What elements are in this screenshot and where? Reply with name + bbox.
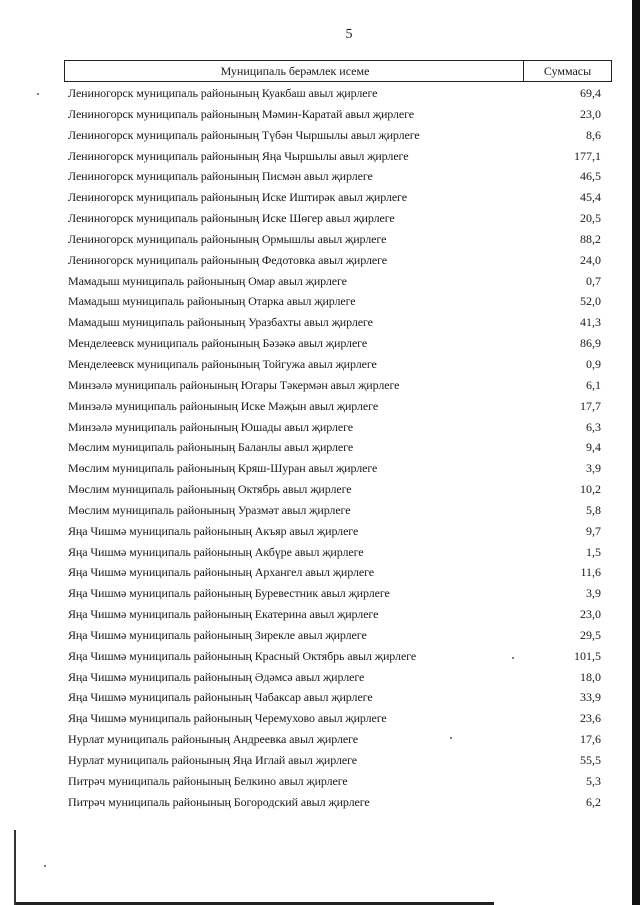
- row-name: Яңа Чишмә муниципаль районының Әдәмсә авыл җирлеге: [68, 669, 365, 684]
- row-name: Яңа Чишмә муниципаль районының Акъяр авыл җирлеге: [68, 523, 359, 538]
- row-sum: 177,1: [574, 148, 601, 163]
- page-number: 5: [345, 27, 353, 42]
- row-sum: 45,4: [580, 190, 601, 205]
- scan-speck: [37, 93, 39, 95]
- table-row: [63, 187, 601, 208]
- table-row: [63, 333, 601, 354]
- column-header-name: Муниципаль берәмлек исеме: [220, 64, 370, 78]
- table-row: [63, 750, 601, 771]
- table-row: [63, 542, 601, 563]
- row-name: Минзәлә муниципаль районының Иске Мәҗын авыл җирлеге: [68, 398, 379, 413]
- table-row: [63, 208, 601, 229]
- row-name: Яңа Чишмә муниципаль районының Екатерина авыл җирлеге: [68, 607, 379, 622]
- row-name: Лениногорск муниципаль районының Мәмин-Каратай авыл җирлеге: [68, 106, 415, 121]
- table-row: [63, 562, 601, 583]
- scan-speck: [44, 865, 46, 867]
- row-name: Питрәч муниципаль районының Богородский авыл җирлеге: [68, 794, 370, 809]
- row-sum: 101,5: [574, 648, 601, 663]
- table-body: [63, 83, 601, 813]
- table-row: [63, 708, 601, 729]
- row-name: Яңа Чишмә муниципаль районының Черемухово авыл җирлеге: [68, 711, 387, 726]
- table-row: [63, 625, 601, 646]
- row-name: Мамадыш муниципаль районының Омар авыл җирлеге: [68, 273, 347, 288]
- row-name: Лениногорск муниципаль районының Куакбаш авыл җирлеге: [68, 86, 378, 100]
- table-row: [63, 83, 601, 104]
- row-name: Мөслим муниципаль районының Кряш-Шуран авыл җирлеге: [68, 461, 378, 476]
- row-name: Мамадыш муниципаль районының Отарка авыл җирлеге: [68, 294, 356, 309]
- table-row: [63, 437, 601, 458]
- row-sum: 46,5: [580, 169, 601, 184]
- table-row: [63, 521, 601, 542]
- row-name: Лениногорск муниципаль районының Писмән авыл җирлеге: [68, 169, 373, 184]
- row-name: Яңа Чишмә муниципаль районының Чабаксар авыл җирлеге: [68, 690, 373, 705]
- row-sum: 6,3: [586, 419, 601, 434]
- scan-speck: [512, 657, 514, 659]
- row-sum: 17,6: [580, 732, 601, 747]
- scan-speck: [450, 737, 452, 739]
- row-sum: 11,6: [580, 565, 601, 580]
- table-row: [63, 229, 601, 250]
- row-sum: 29,5: [580, 627, 601, 642]
- row-sum: 9,4: [586, 440, 601, 455]
- row-name: Нурлат муниципаль районының Андреевка авыл җирлеге: [68, 732, 358, 747]
- row-sum: 52,0: [580, 294, 601, 309]
- row-name: Нурлат муниципаль районының Яңа Иглай авыл җирлеге: [68, 753, 357, 767]
- row-sum: 69,4: [580, 86, 601, 100]
- table-row: [63, 583, 601, 604]
- table-row: [63, 771, 601, 792]
- row-name: Яңа Чишмә муниципаль районының Акбүре авыл җирлеге: [68, 544, 364, 559]
- table-header: [64, 60, 612, 82]
- row-name: Минзәлә муниципаль районының Юшады авыл җирлеге: [68, 419, 353, 434]
- row-sum: 20,5: [580, 211, 601, 226]
- row-sum: 6,1: [586, 377, 601, 392]
- row-name: Яңа Чишмә муниципаль районының Красный Октябрь авыл җирлеге: [68, 648, 417, 663]
- row-name: Менделеевск муниципаль районының Тойгужа авыл җирлеге: [68, 356, 377, 371]
- row-name: Лениногорск муниципаль районының Федотовка авыл җирлеге: [68, 252, 387, 267]
- table-row: [63, 646, 601, 667]
- row-sum: 23,6: [580, 711, 601, 726]
- row-name: Менделеевск муниципаль районының Бәзәкә авыл җирлеге: [68, 336, 368, 351]
- row-sum: 1,5: [586, 544, 601, 559]
- row-name: Питрәч муниципаль районының Белкино авыл җирлеге: [68, 773, 348, 788]
- row-name: Лениногорск муниципаль районының Иске Шөгер авыл җирлеге: [68, 211, 395, 226]
- table-row: [63, 250, 601, 271]
- row-sum: 88,2: [580, 231, 601, 246]
- row-sum: 5,3: [586, 773, 601, 788]
- row-sum: 33,9: [580, 690, 601, 705]
- row-sum: 10,2: [580, 482, 601, 497]
- row-name: Лениногорск муниципаль районының Иске Иштирәк авыл җирлеге: [68, 190, 407, 205]
- row-sum: 17,7: [580, 398, 601, 413]
- row-name: Яңа Чишмә муниципаль районының Архангел авыл җирлеге: [68, 565, 375, 580]
- row-sum: 0,7: [586, 273, 601, 288]
- row-sum: 9,7: [586, 523, 601, 538]
- table-row: [63, 479, 601, 500]
- table-row: [63, 792, 601, 813]
- table-row: [63, 354, 601, 375]
- row-sum: 3,9: [586, 586, 601, 601]
- row-name: Мөслим муниципаль районының Октябрь авыл җирлеге: [68, 482, 352, 497]
- row-name: Лениногорск муниципаль районының Яңа Чыршылы авыл җирлеге: [68, 148, 409, 163]
- row-sum: 55,5: [580, 753, 601, 767]
- row-name: Мөслим муниципаль районының Баланлы авыл җирлеге: [68, 440, 354, 455]
- scan-edge-left: [14, 830, 16, 905]
- column-header-sum: Суммасы: [543, 64, 592, 78]
- row-sum: 0,9: [586, 356, 601, 371]
- row-name: Яңа Чишмә муниципаль районының Зирекле авыл җирлеге: [68, 627, 367, 642]
- table-row: [63, 687, 601, 708]
- table-row: [63, 604, 601, 625]
- table-row: [63, 104, 601, 125]
- row-sum: 6,2: [586, 794, 601, 809]
- row-sum: 18,0: [580, 669, 601, 684]
- row-name: Минзәлә муниципаль районының Югары Тәкермән авыл җирлеге: [68, 377, 400, 392]
- table-row: [63, 396, 601, 417]
- table-row: [63, 500, 601, 521]
- table-row: [63, 271, 601, 292]
- row-sum: 86,9: [580, 336, 601, 351]
- row-sum: 24,0: [580, 252, 601, 267]
- table-row: [63, 166, 601, 187]
- row-sum: 8,6: [586, 127, 601, 142]
- scan-edge-right: [632, 0, 640, 905]
- row-sum: 5,8: [586, 502, 601, 517]
- row-name: Мөслим муниципаль районының Уразмәт авыл җирлеге: [68, 502, 351, 517]
- table-row: [63, 417, 601, 438]
- table-row: [63, 729, 601, 750]
- table-row: [63, 125, 601, 146]
- row-name: Яңа Чишмә муниципаль районының Буревестник авыл җирлеге: [68, 586, 390, 601]
- table-row: [63, 146, 601, 167]
- row-sum: 23,0: [580, 607, 601, 622]
- table-row: [63, 375, 601, 396]
- row-name: Лениногорск муниципаль районының Түбән Чыршылы авыл җирлеге: [68, 127, 420, 142]
- table-row: [63, 458, 601, 479]
- table-row: [63, 291, 601, 312]
- table-row: [63, 312, 601, 333]
- row-name: Мамадыш муниципаль районының Уразбахты авыл җирлеге: [68, 315, 373, 330]
- row-sum: 41,3: [580, 315, 601, 330]
- row-sum: 23,0: [580, 106, 601, 121]
- table-row: [63, 667, 601, 688]
- row-sum: 3,9: [586, 461, 601, 476]
- row-name: Лениногорск муниципаль районының Ормышлы авыл җирлеге: [68, 231, 387, 246]
